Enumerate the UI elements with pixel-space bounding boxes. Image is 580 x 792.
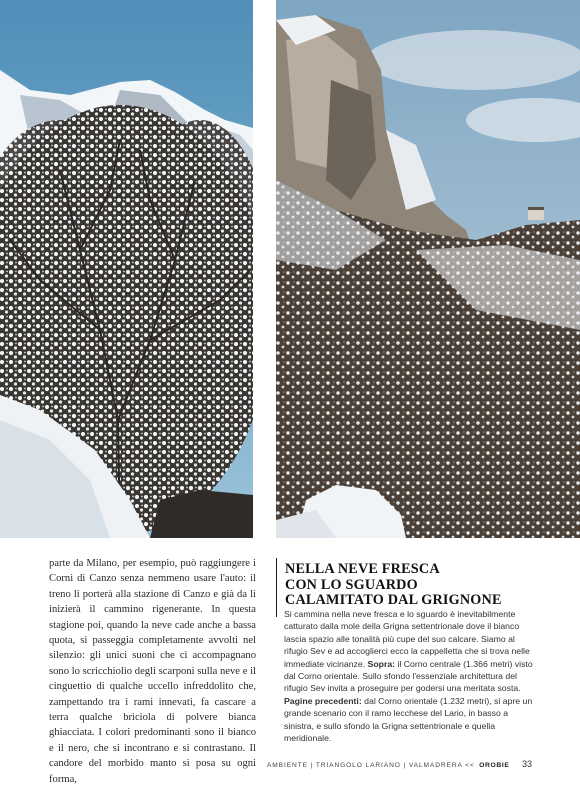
caption-intro: Si cammina nella neve fresca e lo sguardo è inevitabilmente catturato dalla mole della Grigna settentrionale dove il bianco lascia spazio alle tonalità più cupe del suo calcare. Siamo al rifugio Sev e ad accoglierci ecco la cappelletta che si trova nelle immediate vicinanze. — [284, 609, 530, 669]
caption-label-sopra: Sopra: — [367, 658, 396, 669]
caption-body — [284, 608, 536, 744]
photo-snowy-tree — [0, 0, 253, 538]
footer-section: AMBIENTE | TRIANGOLO LARIANO | VALMADRERA << — [266, 762, 475, 769]
caption-heading — [285, 562, 545, 609]
caption-text-sopra: il Corno centrale (1.366 metri) visto dal Corno orientale. Sullo sfondo l'essenziale architettura del rifugio Sev invita a proseguire per godersi una meritata sosta. — [284, 658, 533, 694]
caption-heading-line: CALAMITATO DAL GRIGNONE — [285, 592, 502, 609]
page-number: 33 — [521, 759, 532, 769]
caption-paragraph — [284, 608, 536, 744]
caption-label-precedenti: Pagine precedenti: — [284, 695, 362, 706]
caption-text-precedenti: dal Corno orientale (1.232 metri), si apre un grande scenario con il ramo lecchese del Lario, in basso a sinistra, e sullo sfondo la Grigna settentrionale e quella meridionale. — [284, 695, 533, 744]
article-body-text: parte da Milano, per esempio, può raggiungere i Corni di Canzo senza nemmeno usare l'auto: il treno li porterà alla stazione di Canzo e già da lì inizierà il cammino rigenerante. In questa stagione poi, quando la neve cade anche a bassa quota, si passeggia completamente avvolti nel silenzio: gli unici suoni che ci accompagnano sono lo scricchiolio degli scarponi sulla neve e il cinguettio di qualche uccello infreddolito che, zampettando tra i rami innevati, fa cascare a terra qualche briciola di polvere bianca ghiacciata. I colori predominanti sono il bianco e il nero, che si incontrano e si contrastano. Il candore del morbido manto si posa su ogni forma, — [49, 558, 256, 785]
photo-rocky-peak — [276, 0, 580, 538]
footer-brand: OROBIE — [479, 762, 510, 769]
caption-heading-line: NELLA NEVE FRESCA — [285, 561, 440, 577]
photo-snowy-tree-image — [0, 0, 253, 538]
page-footer — [0, 754, 532, 772]
photo-rocky-peak-image — [276, 0, 580, 538]
caption-heading-line: CON LO SGUARDO — [285, 576, 418, 593]
